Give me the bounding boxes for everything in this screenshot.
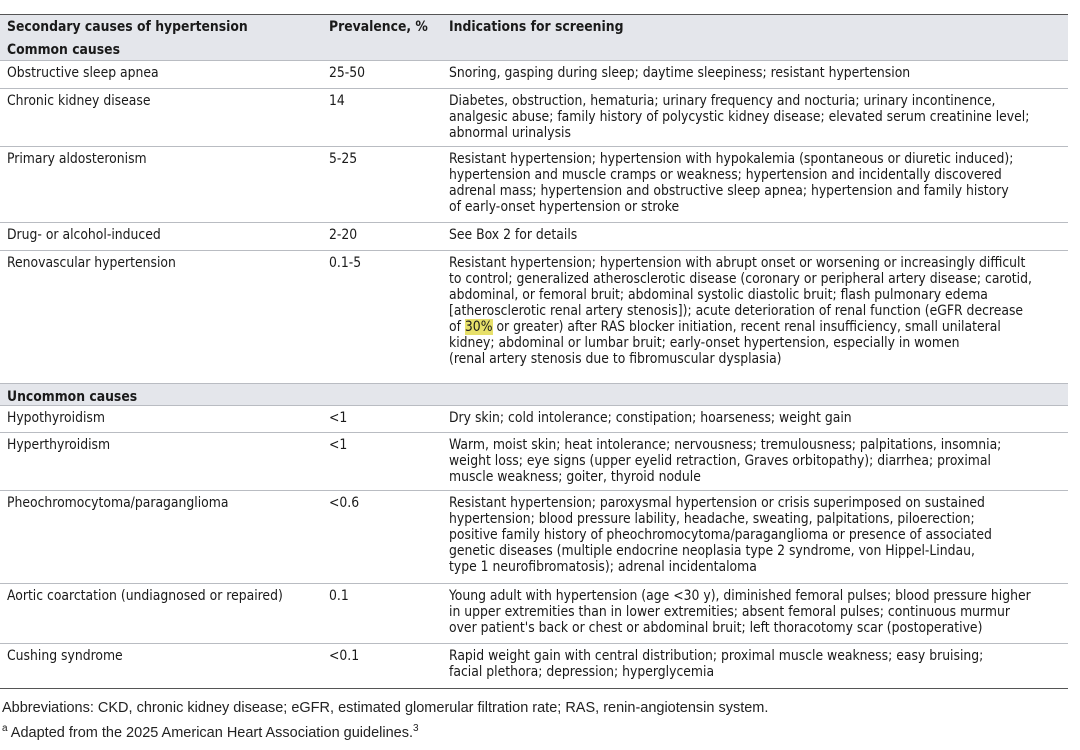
indication-line: type 1 neurofibromatosis); adrenal incidentaloma (449, 559, 757, 575)
indication-line: genetic diseases (multiple endocrine neoplasia type 2 syndrome, von Hippel-Lindau, (449, 543, 975, 559)
table-row (0, 490, 1068, 579)
table-row (0, 60, 1068, 85)
table-row (0, 222, 1068, 247)
indication-line: to control; generalized atherosclerotic disease (coronary or peripheral artery disease; carotid, (449, 271, 1032, 287)
prevalence-cell: 0.1 (329, 588, 349, 604)
cause-cell: Obstructive sleep apnea (7, 65, 159, 81)
table-row (0, 146, 1068, 219)
cause-cell: Primary aldosteronism (7, 151, 147, 167)
indication-line: hypertension and muscle cramps or weakness; hypertension and incidentally discovered (449, 167, 1002, 183)
indication-line: in upper extremities than in lower extremities; absent femoral pulses; continuous murmur (449, 604, 1010, 620)
highlighted-value: 30% (464, 319, 493, 335)
section-common-causes (0, 38, 1068, 60)
cause-cell: Cushing syndrome (7, 648, 123, 664)
indication-line: Rapid weight gain with central distribution; proximal muscle weakness; easy bruising; (449, 648, 984, 664)
prevalence-cell: <0.1 (329, 648, 360, 664)
indication-line: abnormal urinalysis (449, 125, 571, 141)
table-row (0, 432, 1068, 489)
section-heading: Uncommon causes (7, 389, 138, 405)
indication-line: adrenal mass; hypertension and obstructive sleep apnea; hypertension and family history (449, 183, 1009, 199)
table-row (0, 88, 1068, 145)
indication-line: of early-onset hypertension or stroke (449, 199, 680, 215)
prevalence-cell: 25-50 (329, 65, 366, 81)
indication-line: Resistant hypertension; hypertension with hypokalemia (spontaneous or diuretic induced); (449, 151, 1014, 167)
prevalence-cell: 2-20 (329, 227, 358, 243)
adapted-footnote (2, 725, 419, 741)
indication-line: over patient's back or chest or abdominal bruit; left thoracotomy scar (postoperative) (449, 620, 983, 636)
cause-cell: Renovascular hypertension (7, 255, 176, 271)
indication-line: hypertension; blood pressure lability, headache, sweating, palpitations, piloerection; (449, 511, 975, 527)
table-bottom-rule (0, 688, 1068, 689)
cause-cell: Drug- or alcohol-induced (7, 227, 161, 243)
adapted-text: Adapted from the 2025 American Heart Association guidelines. (10, 725, 414, 741)
indication-line: analgesic abuse; family history of polycystic kidney disease; elevated serum creatinine level; (449, 109, 1030, 125)
section-uncommon-causes (0, 383, 1068, 406)
indication-line: Resistant hypertension; paroxysmal hypertension or crisis superimposed on sustained (449, 495, 985, 511)
header-cause: Secondary causes of hypertension (7, 19, 248, 35)
indication-line: facial plethora; depression; hyperglycemia (449, 664, 715, 680)
cause-cell: Hypothyroidism (7, 410, 105, 426)
header-prevalence: Prevalence, % (329, 19, 428, 35)
indication-line: Warm, moist skin; heat intolerance; nervousness; tremulousness; palpitations, insomnia; (449, 437, 1002, 453)
indication-line: Resistant hypertension; hypertension with abrupt onset or worsening or increasingly difficult (449, 255, 1026, 271)
prevalence-cell: 14 (329, 93, 345, 109)
indication-line: See Box 2 for details (449, 227, 578, 243)
indication-line: muscle weakness; goiter, thyroid nodule (449, 469, 701, 485)
indication-line: positive family history of pheochromocytoma/paraganglioma or presence of associated (449, 527, 992, 543)
cause-cell: Pheochromocytoma/paraganglioma (7, 495, 229, 511)
table-row (0, 250, 1068, 371)
table-row (0, 583, 1068, 640)
reference-number: 3 (413, 723, 419, 735)
prevalence-cell: 5-25 (329, 151, 358, 167)
table-row (0, 405, 1068, 430)
prevalence-cell: <0.6 (329, 495, 360, 511)
indication-line: [atherosclerotic renal artery stenosis]); acute deterioration of renal function (eGFR decrease (449, 303, 1024, 319)
indication-line: Dry skin; cold intolerance; constipation; hoarseness; weight gain (449, 410, 852, 426)
section-heading: Common causes (7, 42, 120, 58)
header-indications: Indications for screening (449, 19, 624, 35)
indication-line: Snoring, gasping during sleep; daytime sleepiness; resistant hypertension (449, 65, 911, 81)
indication-line: of 30% or greater) after RAS blocker initiation, recent renal insufficiency, small unilateral (449, 319, 1001, 335)
footnote-marker: a (2, 723, 8, 735)
prevalence-cell: <1 (329, 437, 348, 453)
indication-line: kidney; abdominal or lumbar bruit; early-onset hypertension, especially in women (449, 335, 960, 351)
cause-cell: Aortic coarctation (undiagnosed or repaired) (7, 588, 283, 604)
indication-line: (renal artery stenosis due to fibromuscular dysplasia) (449, 351, 782, 367)
table-row (0, 643, 1068, 684)
indication-line: Young adult with hypertension (age <30 y), diminished femoral pulses; blood pressure higher (449, 588, 1031, 604)
abbreviations-footnote: Abbreviations: CKD, chronic kidney disease; eGFR, estimated glomerular filtration rate; RAS, renin-angiotensin system. (2, 700, 769, 716)
table-header-row (0, 14, 1068, 39)
indication-line: weight loss; eye signs (upper eyelid retraction, Graves orbitopathy); diarrhea; proximal (449, 453, 991, 469)
prevalence-cell: 0.1-5 (329, 255, 362, 271)
prevalence-cell: <1 (329, 410, 348, 426)
indication-line: Diabetes, obstruction, hematuria; urinary frequency and nocturia; urinary incontinence, (449, 93, 996, 109)
cause-cell: Hyperthyroidism (7, 437, 111, 453)
indication-line: abdominal, or femoral bruit; abdominal systolic diastolic bruit; flash pulmonary edema (449, 287, 988, 303)
cause-cell: Chronic kidney disease (7, 93, 151, 109)
